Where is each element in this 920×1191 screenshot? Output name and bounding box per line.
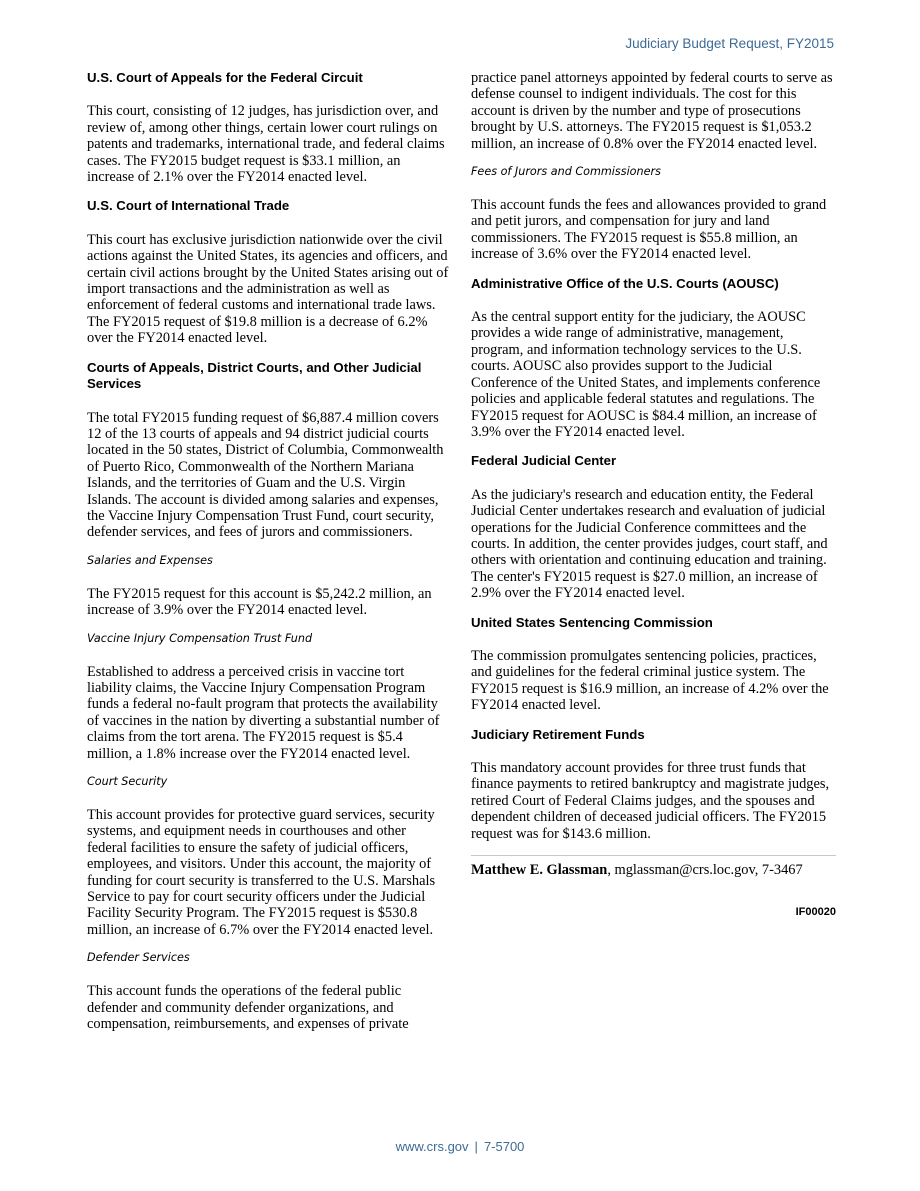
author-divider: [471, 855, 836, 856]
paragraph-fjc: As the judiciary's research and education entity, the Federal Judicial Center undertakes research and evaluation of judicial operations for the Judicial Conference committees and the courts. In addition, the center provides judges, court staff, and others with orientation and continuing education and training. The center's FY2015 request is $27.0 million, an increase of 2.9% over the FY2014 enacted level.: [471, 486, 828, 602]
section-heading-courts-of-appeals: Courts of Appeals, District Courts, and Other Judicial Services: [87, 359, 422, 392]
paragraph-fed-circuit: This court, consisting of 12 judges, has jurisdiction over, and review of, among other things, certain lower court rulings on patents and trademarks, international trade, and federal claims cases. The FY2015 budget request is $33.1 million, an increase of 2.1% over the FY2014 enacted level.: [87, 103, 445, 186]
paragraph-jurors: This account funds the fees and allowances provided to grand and petit jurors, and compensation for jury and land commissioners. The FY2015 request is $55.8 million, an increase of 3.6% over the FY2014 enacted level.: [471, 197, 827, 263]
paragraph-court-security: This account provides for protective guard services, security systems, and equipment needs in courthouses and other federal facilities to ensure the safety of judicial officers, employees, and visitors. Under this account, the majority of funding for court security is transferred to the U.S. Marshals Service to pay for court security officers under the Judicial Facility Security Program. The FY2015 request is $530.8 million, an increase of 6.7% over the FY2014 enacted level.: [87, 807, 436, 938]
section-heading-ussc: United States Sentencing Commission: [471, 614, 713, 630]
paragraph-aousc: As the central support entity for the judiciary, the AOUSC provides a wide range of administrative, management, program, and information technology services to the U.S. courts. AOUSC also provides support to the Judicial Conference of the United States, and implements conference policies and applicable federal statutes and regulations. The FY2015 request for AOUSC is $84.4 million, an increase of 3.9% over the FY2014 enacted level.: [471, 309, 821, 440]
author-contact: , mglassman@crs.loc.gov, 7-3467: [607, 862, 803, 879]
section-heading-aousc: Administrative Office of the U.S. Courts (AOUSC): [471, 275, 779, 291]
subheading-vaccine: Vaccine Injury Compensation Trust Fund: [87, 631, 313, 645]
paragraph-salaries: The FY2015 request for this account is $5,242.2 million, an increase of 3.9% over the FY2014 enacted level.: [87, 585, 432, 619]
paragraph-vaccine: Established to address a perceived crisis in vaccine tort liability claims, the Vaccine Injury Compensation Program funds a federal no-fault program that protects the availability of vaccines in the nation by diverting a substantial number of claims from the tort arena. The FY2015 request is $5.4 million, a 1.8% increase over the FY2014 enacted level.: [87, 663, 440, 762]
section-heading-fjc: Federal Judicial Center: [471, 453, 617, 469]
subheading-jurors: Fees of Jurors and Commissioners: [471, 165, 661, 179]
footer-separator: |: [474, 1139, 478, 1154]
section-heading-intl-trade: U.S. Court of International Trade: [87, 198, 290, 214]
subheading-court-security: Court Security: [87, 775, 168, 788]
paragraph-intl-trade: This court has exclusive jurisdiction nationwide over the civil actions against the United States, its agencies and officers, and certain civil actions brought by the United States arising out of import transactions and the administration as well as enforcement of federal customs and international trade laws. The FY2015 request of $19.8 million is a decrease of 6.2% over the FY2014 enacted level.: [87, 231, 449, 347]
subheading-salaries: Salaries and Expenses: [87, 553, 213, 567]
paragraph-defender: This account funds the operations of the federal public defender and community defender organizations, and compensation, reimbursements, and expenses of private: [87, 983, 409, 1033]
product-code: IF00020: [795, 906, 836, 919]
running-header: Judiciary Budget Request, FY2015: [625, 36, 834, 51]
left-column: [87, 70, 449, 1045]
right-column: [471, 70, 836, 921]
footer-website-link[interactable]: www.crs.gov: [395, 1139, 469, 1154]
author-line: [471, 862, 836, 878]
author-name: Matthew E. Glassman: [471, 862, 608, 879]
footer-phone: 7-5700: [483, 1139, 525, 1154]
section-heading-fed-circuit: U.S. Court of Appeals for the Federal Circuit: [87, 70, 363, 85]
paragraph-retirement: This mandatory account provides for three trust funds that finance payments to retired bankruptcy and magistrate judges, retired Court of Federal Claims judges, and the spouses and dependent children of deceased judicial officers. The FY2015 request was for $143.6 million.: [471, 760, 830, 842]
paragraph-defender-continued: practice panel attorneys appointed by federal courts to serve as defense counsel to indigent individuals. The cost for this account is driven by the number and type of prosecutions brought by U.S. attorneys. The FY2015 request is $1,053.2 million, an increase of 0.8% over the FY2014 enacted level.: [471, 70, 833, 152]
subheading-defender: Defender Services: [87, 951, 190, 965]
paragraph-ussc: The commission promulgates sentencing policies, practices, and guidelines for the federal criminal justice system. The FY2015 request is $16.9 million, an increase of 4.2% over the FY2014 enacted level.: [471, 647, 829, 714]
paragraph-courts-of-appeals: The total FY2015 funding request of $6,887.4 million covers 12 of the 13 courts of appeals and 94 district judicial courts located in the 50 states, District of Columbia, Commonwealth of Puerto Rico, Commonwealth of the Northern Mariana Islands, and the territories of Guam and the U.S. Virgin Islands. The account is divided among salaries and expenses, the Vaccine Injury Compensation Trust Fund, court security, defender services, and fees of jurors and commissioners.: [87, 409, 444, 541]
page-footer: [0, 1139, 920, 1154]
section-heading-retirement: Judiciary Retirement Funds: [471, 726, 645, 742]
